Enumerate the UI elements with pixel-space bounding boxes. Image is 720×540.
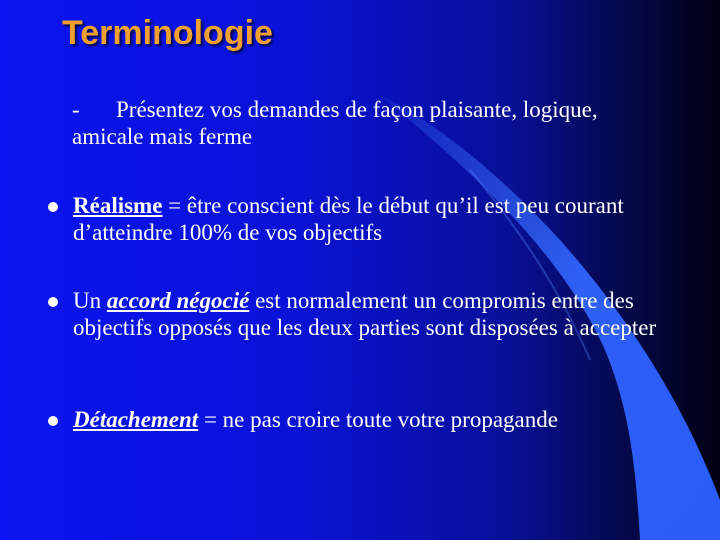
sub-point (72, 96, 672, 150)
definition-accord-negocie: est normalement un compromis entre des objectifs opposés que les deux parties sont disposées à accepter (73, 288, 657, 340)
bullet-text (73, 406, 668, 433)
term-realisme: Réalisme (73, 193, 163, 218)
slide-title: Terminologie (62, 14, 273, 52)
sub-point-text: Présentez vos demandes de façon plaisante, logique, amicale mais ferme (72, 97, 598, 149)
bullet-dot-icon (48, 202, 58, 212)
bullet-accord-negocie (48, 287, 668, 341)
dash-marker: - (72, 97, 80, 122)
definition-detachement: = ne pas croire toute votre propagande (198, 407, 558, 432)
bullet-detachement (48, 406, 668, 433)
bullet-text (73, 287, 668, 341)
prefix-accord: Un (73, 288, 107, 313)
bullet-text (73, 192, 668, 246)
term-accord-negocie: accord négocié (106, 288, 250, 313)
definition-realisme: = être conscient dès le début qu’il est peu courant d’atteindre 100% de vos objectifs (73, 193, 624, 245)
bullet-dot-icon (48, 297, 58, 307)
bullet-dot-icon (48, 416, 58, 426)
bullet-realisme (48, 192, 668, 246)
term-detachement: Détachement (73, 407, 199, 432)
